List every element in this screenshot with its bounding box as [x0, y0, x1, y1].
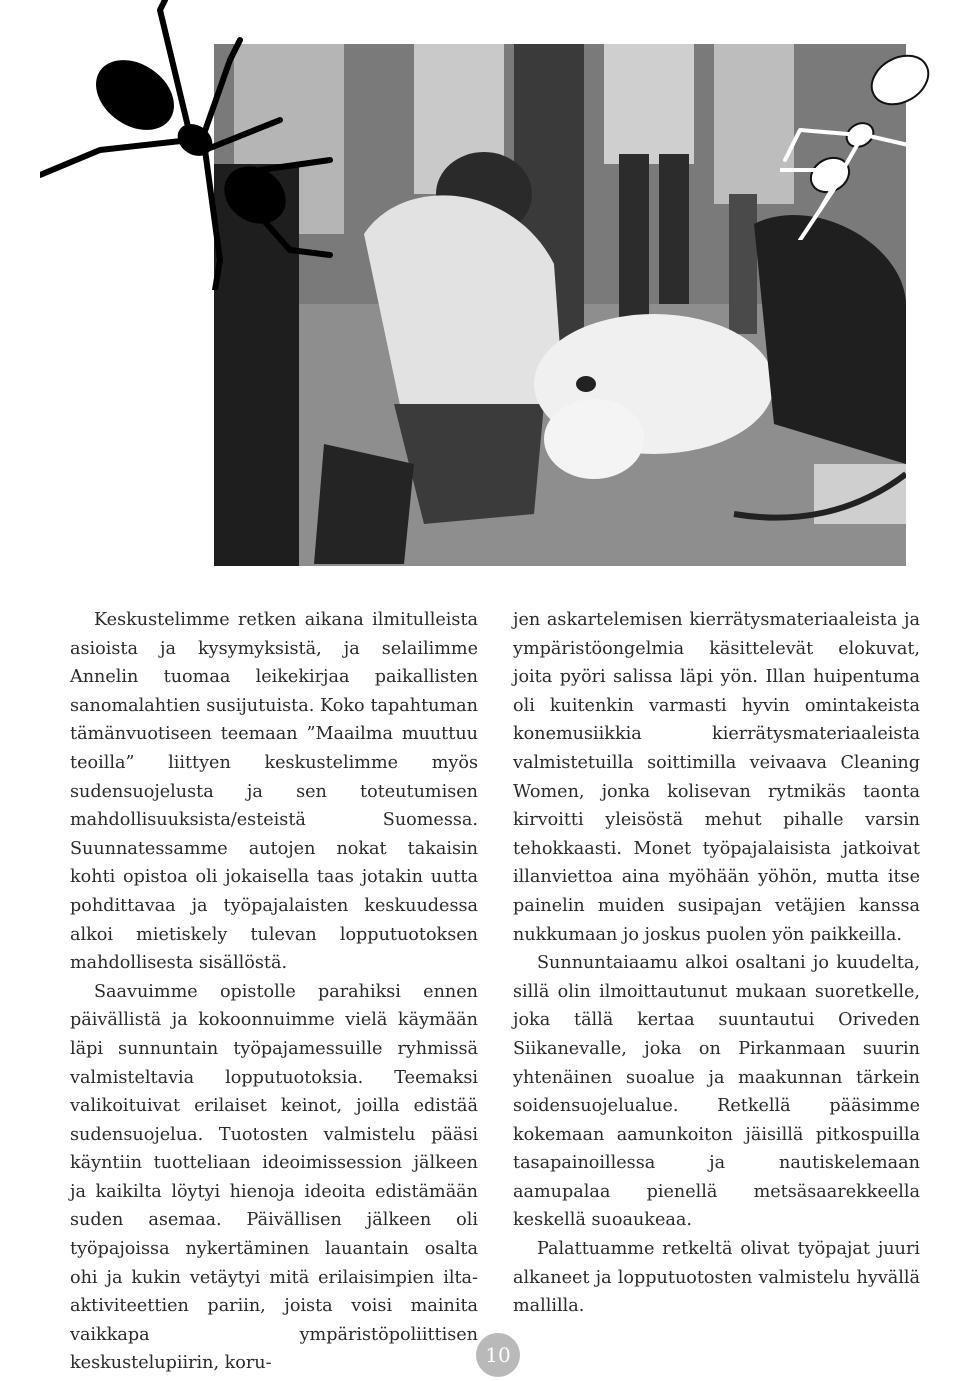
paragraph: Saavuimme opistolle parahiksi ennen päivällistä ja kokoonnuimme vielä käymään läpi sunnuntain työpajamessuille ryhmissä valmisteltavia lopputuotoksia. Teemaksi valikoituivat erilaiset keinot, joilla edistää sudensuojelua. Tuotosten valmistelu pääsi käyntiin tuotteliaan ideoimissession jälkeen ja kaikilta löytyi hienoja ideoita edistämään suden asemaa. Päivällisen jälkeen oli työpajoissa nykertäminen lauantain osalta ohi ja kukin vetäytyi mitä erilaisimpien ilta-aktiviteettien pariin, joista voisi mainita vaikkapa ympäristöpoliittisen keskustelupiirin, koru-: [70, 981, 478, 1374]
white-ant-icon: [780, 40, 960, 240]
paragraph: jen askartelemisen kierrätysmateriaaleista ja ympäristöongelmia käsittelevät elokuvat, joita pyöri salissa läpi yön. Illan huipentuma oli kuitenkin varmasti hyvin omintakeista konemusiikkia kierrätysmateriaaleista valmistetuilla soittimilla veivaava Cleaning Women, jonka kolisevan rytmikäs taonta kirvoitti yleisöstä mehut pihalle varsin tehokkaasti. Monet työpajalaisista jatkoivat illanviettoa aina myöhään yöhön, mutta itse painelin muiden susipajan vetäjien kanssa nukkumaan jo joskus puolen yön paikkeilla.: [513, 610, 920, 945]
text-column-right: [513, 606, 920, 1321]
page-number-badge: [476, 1333, 520, 1377]
paragraph: Keskustelimme retken aikana ilmitulleista asioista ja kysymyksistä, ja selailimme Annelin tuomaa leikekirjaa paikallisten sanomalahtien susijutuista. Koko tapahtuman tämänvuotiseen teemaan ”Maailma muuttuu teoilla” liittyen keskustelimme myös sudensuojelusta ja sen toteutumisen mahdollisuuksista/esteistä Suomessa. Suunnatessamme autojen nokat takaisin kohti opistoa oli jokaisella taas jotakin uutta pohdittavaa ja työpajalaisten keskuudessa alkoi mietiskely tulevan lopputuotoksen mahdollisesta sisällöstä.: [70, 610, 478, 974]
paragraph: Palattuamme retkeltä olivat työpajat juuri alkaneet ja lopputuotosten valmistelu hyvällä mallilla.: [513, 1239, 920, 1317]
black-ant-icon: [40, 0, 360, 290]
text-column-left: [70, 606, 478, 1378]
page-number: 10: [485, 1343, 511, 1367]
paragraph: Sunnuntaiaamu alkoi osaltani jo kuudelta, sillä olin ilmoittautunut mukaan suoretkelle, joka tällä kertaa suuntautui Oriveden Siikanevalle, joka on Pirkanmaan suurin yhtenäinen suoalue ja maakunnan tärkein soidensuojelualue. Retkellä pääsimme kokemaan aamunkoiton jäisillä pitkospuilla tasapainoillessa ja nautiskelemaan aamupalaa pienellä metsäsaarekkeella keskellä suoaukeaa.: [513, 953, 920, 1231]
